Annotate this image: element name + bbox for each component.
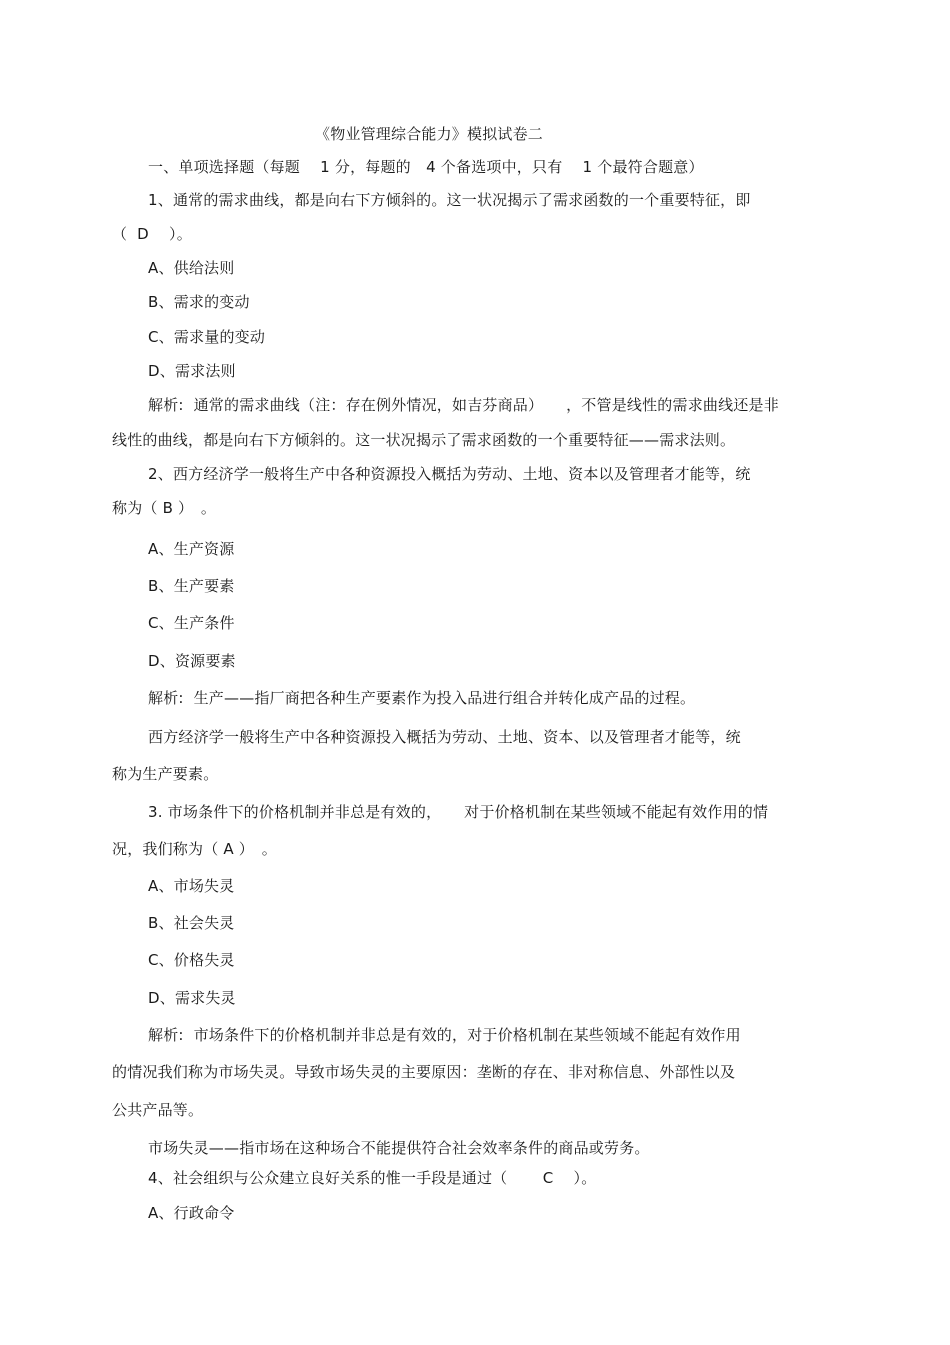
document-title: 《物业管理综合能力》模拟试卷二	[315, 125, 544, 143]
question-2-stem-line-1: 2、西方经济学一般将生产中各种资源投入概括为劳动、土地、资本以及管理者才能等，统	[148, 465, 751, 483]
question-3-option-d: D、需求失灵	[148, 989, 236, 1007]
question-3-stem-line-2: 况，我们称为（ A ） 。	[112, 840, 277, 858]
question-2-option-a: A、生产资源	[148, 540, 235, 558]
question-3-analysis-line-4: 市场失灵——指市场在这种场合不能提供符合社会效率条件的商品或劳务。	[148, 1139, 650, 1157]
question-2-stem-line-2: 称为（ B ） 。	[112, 499, 217, 517]
question-1-option-d: D、需求法则	[148, 362, 236, 380]
question-2-option-d: D、资源要素	[148, 652, 236, 670]
question-3-analysis-line-3: 公共产品等。	[112, 1101, 204, 1119]
question-3-analysis-line-1: 解析: 市场条件下的价格机制并非总是有效的，对于价格机制在某些领域不能起有效作用	[148, 1026, 741, 1044]
question-3-option-c: C、价格失灵	[148, 951, 235, 969]
question-4-stem-line-1: 4、社会组织与公众建立良好关系的惟一手段是通过（ C ）。	[148, 1169, 597, 1187]
question-3-option-a: A、市场失灵	[148, 877, 235, 895]
question-2-analysis-line-3: 称为生产要素。	[112, 765, 219, 783]
question-3-option-b: B、社会失灵	[148, 914, 235, 932]
question-1-option-a: A、供给法则	[148, 259, 235, 277]
question-1-option-c: C、需求量的变动	[148, 328, 266, 346]
question-4-option-a: A、行政命令	[148, 1204, 235, 1222]
question-1-analysis-line-1: 解析: 通常的需求曲线（注：存在例外情况，如吉芬商品） ，不管是线性的需求曲线还是非	[148, 396, 779, 414]
question-1-analysis-line-2: 线性的曲线，都是向右下方倾斜的。这一状况揭示了需求函数的一个重要特征——需求法则。	[112, 431, 736, 449]
question-1-option-b: B、需求的变动	[148, 293, 250, 311]
question-2-analysis-line-1: 解析: 生产——指厂商把各种生产要素作为投入品进行组合并转化成产品的过程。	[148, 689, 696, 707]
question-3-analysis-line-2: 的情况我们称为市场失灵。导致市场失灵的主要原因：垄断的存在、非对称信息、外部性以及	[112, 1063, 736, 1081]
question-3-stem-line-1: 3. 市场条件下的价格机制并非总是有效的， 对于价格机制在某些领域不能起有效作用的情	[148, 803, 769, 821]
question-2-option-b: B、生产要素	[148, 577, 235, 595]
question-2-option-c: C、生产条件	[148, 614, 235, 632]
section-heading: 一、单项选择题（每题 1 分，每题的 4 个备选项中，只有 1 个最符合题意）	[148, 158, 704, 176]
question-1-stem-line-2: （ D ）。	[112, 225, 192, 243]
question-1-stem-line-1: 1、通常的需求曲线，都是向右下方倾斜的。这一状况揭示了需求函数的一个重要特征，即	[148, 191, 751, 209]
question-2-analysis-line-2: 西方经济学一般将生产中各种资源投入概括为劳动、土地、资本、以及管理者才能等，统	[148, 728, 741, 746]
